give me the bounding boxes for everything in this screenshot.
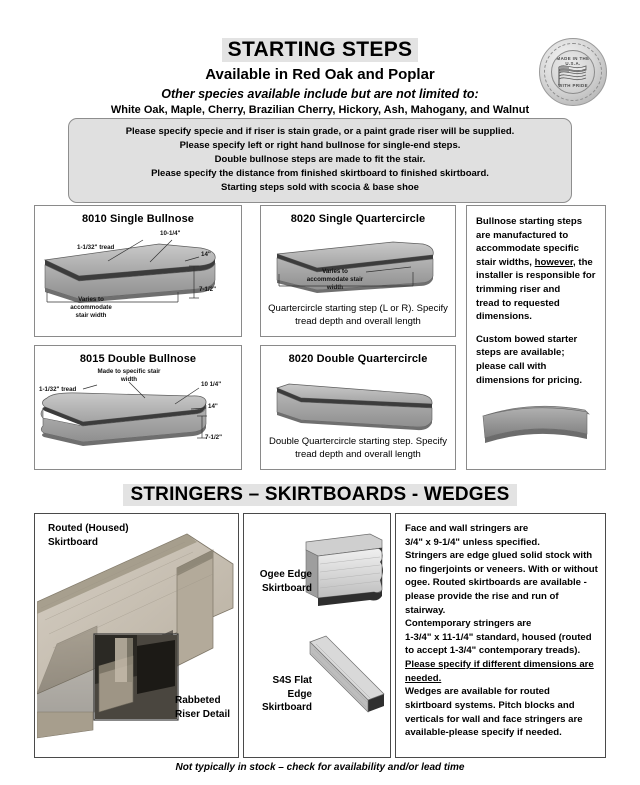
- label-rabbeted-riser-detail: Rabbeted Riser Detail: [175, 695, 231, 720]
- product-title-8010: 8010 Single Bullnose: [81, 213, 195, 225]
- info-para1-b: , the installer is responsible for trimming riser and: [476, 256, 596, 296]
- label-dim-top-8010: 10-1/4": [160, 230, 181, 237]
- notice-line-1: Please specify specie and if riser is stain grade, or a paint grade riser will be supplied.: [125, 126, 515, 137]
- product-title-8020-double: 8020 Double Quartercircle: [288, 353, 428, 365]
- spec-line-3: Stringers are edge glued solid stock with no fingerjoints or veneers. With or without ogee. Routed skirtboards are available - please provide the rise and run of stairway.: [405, 550, 598, 616]
- stringer-specs-panel: [395, 513, 606, 758]
- label-dim-bottom-8010: 7-1/2": [199, 286, 217, 293]
- spec-line-2: 3/4" x 9-1/4" unless specified.: [405, 536, 540, 548]
- dimension-lines-8015: [35, 346, 243, 471]
- label-ogee-edge-skirtboard: Ogee Edge Skirtboard: [259, 569, 312, 594]
- bullnose-info-panel: [466, 205, 606, 470]
- info-para1-underline: however: [534, 256, 574, 268]
- label-tread-8010: 1-1/32" tread: [77, 244, 115, 251]
- page-title: STARTING STEPS: [222, 38, 419, 62]
- info-para1-c: tread to requested dimensions.: [476, 297, 560, 323]
- product-title-8020-single: 8020 Single Quartercircle: [290, 213, 426, 225]
- section-title-stringers: [0, 484, 640, 506]
- stringer-specs-text: [396, 514, 605, 740]
- notice-line-3: Double bullnose steps are made to fit the stair.: [214, 154, 426, 166]
- routed-skirtboard-panel: [34, 513, 239, 758]
- species-intro-line: Other species available include but are not limited to:: [161, 87, 479, 102]
- skirtboard-profiles-panel: [243, 513, 391, 758]
- seal-text-top: MADE IN THE U.S.A.: [556, 56, 590, 66]
- info-para1-a: Bullnose starting steps are manufactured to accommodate specific stair widths,: [476, 216, 583, 268]
- label-width-note-8015: Made to specific stair width: [97, 368, 161, 383]
- product-panel-8020-single: [260, 205, 456, 337]
- label-width-note-8020-single: Varies to accommodate stair width: [306, 268, 364, 291]
- label-dim-bottom-8015: 7-1/2": [205, 434, 223, 441]
- bowed-starter-step-image: [477, 398, 597, 454]
- label-s4s-flat-edge-skirtboard: S4S Flat Edge Skirtboard: [261, 675, 312, 713]
- label-dim-top-8015: 10 1/4": [201, 381, 222, 388]
- dimension-lines-8010: [35, 206, 243, 338]
- bullnose-info-text: [467, 206, 605, 387]
- notice-line-4: Please specify the distance from finished skirtboard to finished skirtboard.: [151, 168, 489, 180]
- product-panel-8015: [34, 345, 242, 470]
- product-caption-8020-double: Double Quartercircle starting step. Specify tread depth and overall length: [269, 436, 447, 461]
- label-routed-skirtboard: Routed (Housed) Skirtboard: [48, 523, 129, 548]
- product-title-8015: 8015 Double Bullnose: [79, 353, 197, 365]
- page-subtitle: Available in Red Oak and Poplar: [205, 66, 435, 84]
- info-para2: Custom bowed starter steps are available; please call with dimensions for pricing.: [476, 333, 583, 386]
- usa-flag-seal-icon: [539, 38, 607, 106]
- product-panel-8020-double: [260, 345, 456, 470]
- notice-line-5: Starting steps sold with scocia & base shoe: [221, 182, 419, 194]
- label-dim-mid-8015: 14": [208, 403, 218, 410]
- spec-line-6-underlined: Please specify if different dimensions are needed.: [405, 659, 594, 684]
- spec-line-1: Face and wall stringers are: [405, 523, 529, 534]
- product-panel-8010: [34, 205, 242, 337]
- label-width-note-8010: Varies to accommodate stair width: [70, 296, 112, 319]
- info-spacer: [476, 324, 597, 333]
- notice-line-2: Please specify left or right hand bullnose for single-end steps.: [179, 140, 461, 152]
- spec-line-5: 1-3/4" x 11-1/4" standard, housed (routed to accept 1-3/4" contemporary treads).: [405, 631, 592, 657]
- specification-notice-box: [68, 118, 572, 203]
- double-quartercircle-step-image: [269, 374, 449, 436]
- spec-line-7: Wedges are available for routed skirtboard systems. Pitch blocks and verticals for wall and face stringers are available-please specify if needed.: [405, 686, 583, 739]
- footer-note: Not typically in stock – check for availability and/or lead time: [175, 762, 465, 773]
- seal-inner: [551, 50, 595, 94]
- product-caption-8020-single: Quartercircle starting step (L or R). Specify tread depth and overall length: [268, 303, 448, 328]
- section-title-text: STRINGERS – SKIRTBOARDS - WEDGES: [123, 484, 516, 506]
- seal-text-bottom: WITH PRIDE: [558, 83, 588, 88]
- spec-line-4: Contemporary stringers are: [405, 618, 532, 630]
- s4s-flat-edge-skirtboard-image: [306, 632, 392, 732]
- label-dim-mid-8010: 14": [201, 251, 211, 258]
- ogee-edge-skirtboard-image: [302, 532, 390, 610]
- species-list: White Oak, Maple, Cherry, Brazilian Cherry, Hickory, Ash, Mahogany, and Walnut: [110, 104, 530, 117]
- label-tread-8015: 1-1/32" tread: [39, 386, 77, 393]
